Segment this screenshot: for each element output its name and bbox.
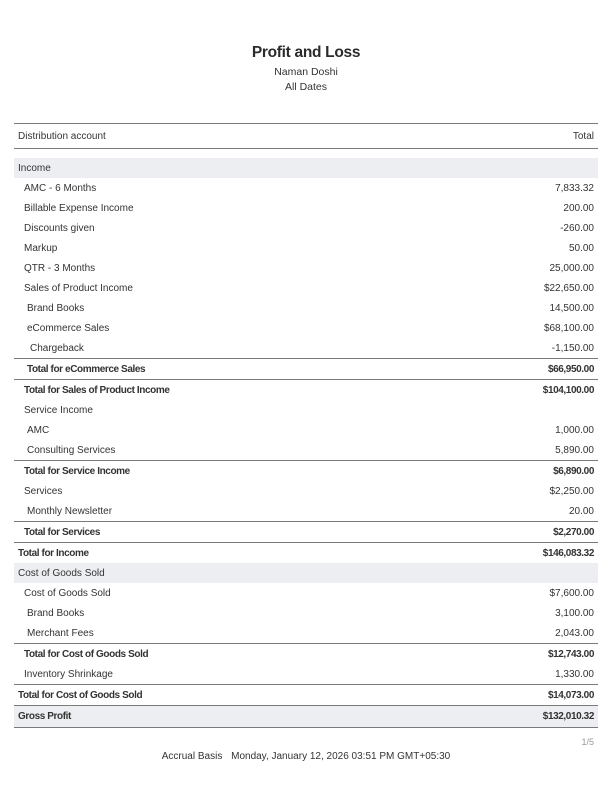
section-header-row (14, 563, 598, 583)
account-row (14, 218, 598, 238)
report-period: All Dates (284, 81, 327, 93)
row-label: Total for eCommerce Sales (27, 363, 146, 375)
account-row (14, 583, 598, 603)
total-row (14, 684, 598, 705)
report-table (14, 123, 598, 728)
row-label: Brand Books (27, 302, 85, 314)
row-amount: 25,000.00 (549, 262, 594, 274)
account-row (14, 400, 598, 420)
row-label: eCommerce Sales (27, 322, 110, 334)
row-amount: 2,043.00 (555, 627, 594, 639)
row-label: Total for Income (18, 547, 89, 559)
section-header-row (14, 158, 598, 178)
row-label: AMC (27, 424, 50, 436)
company-name: Naman Doshi (274, 66, 338, 78)
row-label: Total for Cost of Goods Sold (24, 648, 149, 660)
row-amount: 3,100.00 (555, 607, 594, 619)
row-label: Total for Services (24, 526, 100, 538)
row-amount: 1,000.00 (555, 424, 594, 436)
account-row (14, 238, 598, 258)
account-row (14, 440, 598, 460)
account-row (14, 481, 598, 501)
account-row (14, 623, 598, 643)
account-row (14, 603, 598, 623)
account-row (14, 318, 598, 338)
row-label: Sales of Product Income (24, 282, 133, 294)
account-row (14, 338, 598, 358)
row-label: Total for Cost of Goods Sold (18, 689, 143, 701)
report-header (0, 44, 612, 95)
row-label: Discounts given (24, 222, 95, 234)
column-header (14, 123, 598, 149)
account-row (14, 298, 598, 318)
row-label: Total for Sales of Product Income (24, 384, 170, 396)
row-amount: 200.00 (563, 202, 594, 214)
row-amount: 50.00 (568, 242, 594, 254)
account-row (14, 278, 598, 298)
row-label: Billable Expense Income (24, 202, 134, 214)
total-row (14, 379, 598, 400)
row-label: Cost of Goods Sold (18, 567, 105, 579)
row-amount: $66,950.00 (547, 363, 594, 375)
account-row (14, 664, 598, 684)
column-account: Distribution account (18, 130, 106, 142)
page-number: 1/5 (581, 737, 594, 747)
row-label: AMC - 6 Months (24, 182, 97, 194)
row-amount: -1,150.00 (551, 342, 594, 354)
row-amount: $68,100.00 (543, 322, 594, 334)
row-amount: 14,500.00 (549, 302, 594, 314)
gross-profit-row (14, 705, 598, 728)
account-row (14, 501, 598, 521)
row-label: Merchant Fees (27, 627, 94, 639)
total-row (14, 358, 598, 379)
row-amount: 7,833.32 (555, 182, 594, 194)
account-row (14, 178, 598, 198)
row-amount: $14,073.00 (547, 689, 594, 701)
column-total: Total (572, 130, 594, 142)
account-row (14, 420, 598, 440)
row-amount: $2,250.00 (549, 485, 594, 497)
generated-timestamp: Monday, January 12, 2026 03:51 PM GMT+05:30 (231, 751, 451, 762)
total-row (14, 460, 598, 481)
account-row (14, 198, 598, 218)
total-row (14, 643, 598, 664)
row-amount: $104,100.00 (542, 384, 594, 396)
row-amount: $7,600.00 (549, 587, 594, 599)
report-rows (14, 158, 598, 728)
report-footer (0, 751, 612, 762)
accounting-basis: Accrual Basis (161, 751, 223, 762)
row-label: Brand Books (27, 607, 85, 619)
row-label: Chargeback (30, 342, 84, 354)
row-amount: $146,083.32 (542, 547, 594, 559)
row-amount: 5,890.00 (555, 444, 594, 456)
row-amount: 20.00 (568, 505, 594, 517)
total-row (14, 542, 598, 563)
account-row (14, 258, 598, 278)
row-amount: $132,010.32 (542, 711, 594, 722)
row-label: Income (18, 162, 51, 174)
row-label: Consulting Services (27, 444, 116, 456)
row-label: Services (24, 485, 63, 497)
row-amount: $12,743.00 (547, 648, 594, 660)
row-amount: $6,890.00 (553, 465, 594, 477)
row-label: Monthly Newsletter (27, 505, 113, 517)
row-label: Markup (24, 242, 58, 254)
row-amount: 1,330.00 (555, 668, 594, 680)
row-label: Gross Profit (18, 711, 71, 722)
row-label: Service Income (24, 404, 93, 416)
row-amount: $22,650.00 (543, 282, 594, 294)
row-amount: $2,270.00 (553, 526, 594, 538)
row-label: Total for Service Income (24, 465, 130, 477)
row-label: Cost of Goods Sold (24, 587, 111, 599)
row-label: QTR - 3 Months (24, 262, 96, 274)
row-label: Inventory Shrinkage (24, 668, 113, 680)
total-row (14, 521, 598, 542)
row-amount: -260.00 (560, 222, 594, 234)
report-title: Profit and Loss (251, 44, 361, 61)
